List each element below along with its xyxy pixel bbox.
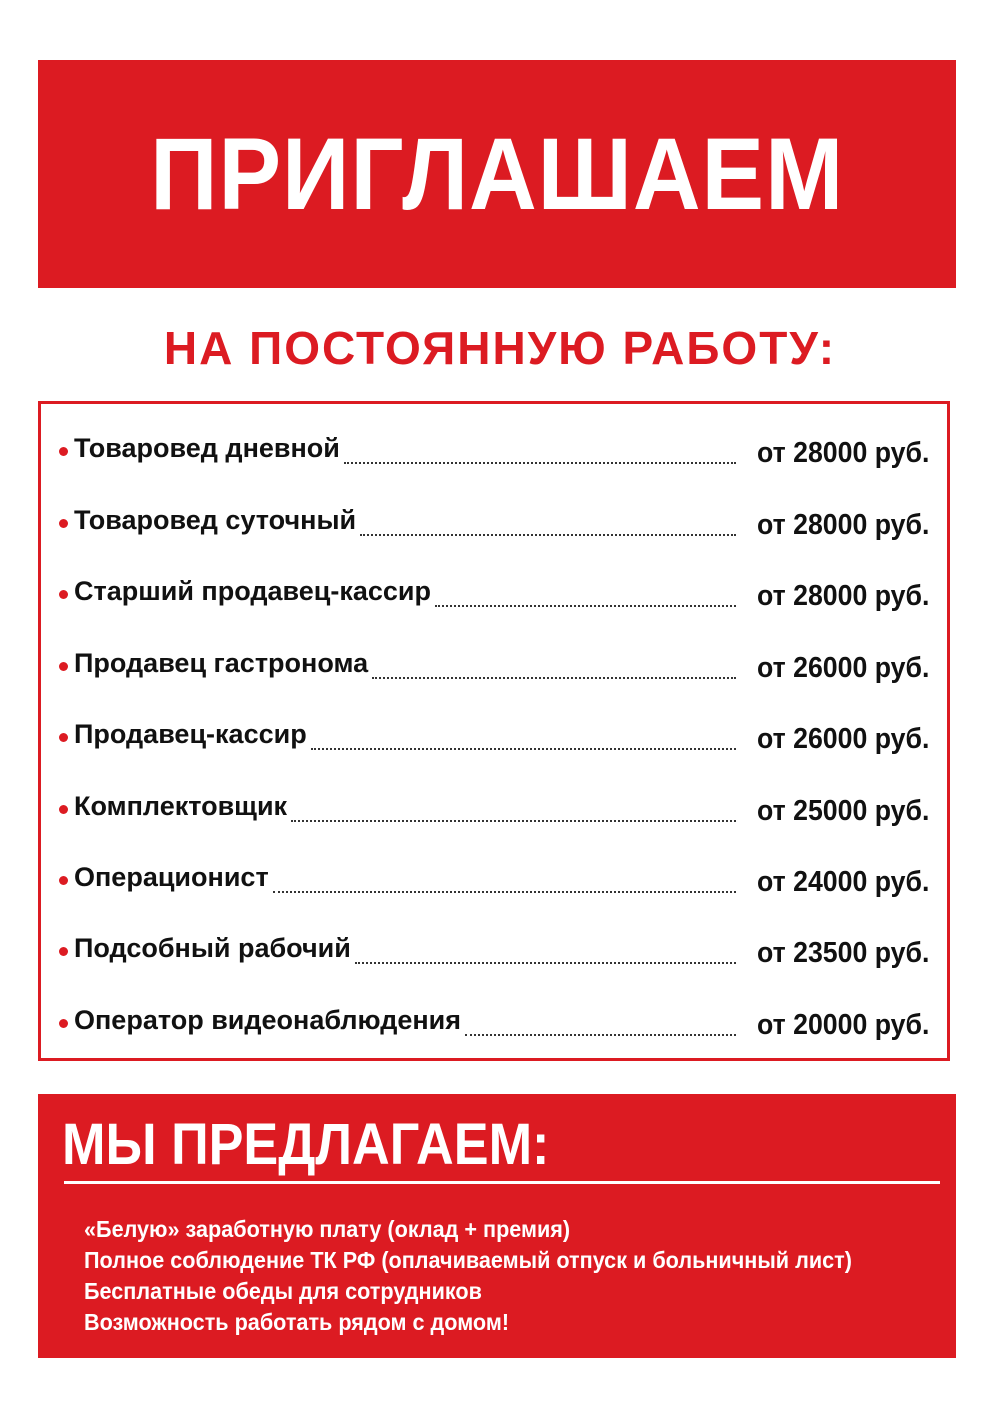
job-row [59, 998, 929, 1042]
job-row [59, 926, 929, 970]
job-salary: от 26000 руб. [756, 723, 929, 755]
bullet-icon [59, 1019, 68, 1028]
divider [64, 1181, 940, 1184]
job-title: Оператор видеонаблюдения [74, 1005, 462, 1035]
offer-title: МЫ ПРЕДЛАГАЕМ: [62, 1112, 550, 1177]
job-title: Комплектовщик [74, 791, 288, 821]
job-title: Товаровед суточный [74, 505, 357, 535]
dotted-leader [435, 605, 736, 607]
job-salary: от 23500 руб. [756, 937, 929, 969]
dotted-leader [355, 962, 736, 964]
job-row [59, 712, 929, 756]
job-salary: от 24000 руб. [756, 866, 929, 898]
offer-item: «Белую» заработную плату (оклад + премия) [84, 1216, 571, 1242]
job-title: Продавец гастронома [74, 648, 369, 678]
bullet-icon [59, 590, 68, 599]
offer-list [84, 1214, 901, 1338]
dotted-leader [344, 462, 736, 464]
bullet-icon [59, 805, 68, 814]
job-salary: от 25000 руб. [756, 795, 929, 827]
job-salary: от 26000 руб. [756, 652, 929, 684]
bullet-icon [59, 876, 68, 885]
job-title: Продавец-кассир [74, 719, 307, 749]
job-title: Подсобный рабочий [74, 933, 351, 963]
page-title: ПРИГЛАШАЕМ [150, 117, 844, 231]
bullet-icon [59, 519, 68, 528]
job-row [59, 855, 929, 899]
job-salary: от 28000 руб. [756, 580, 929, 612]
job-row [59, 569, 929, 613]
job-row [59, 498, 929, 542]
offer-item: Бесплатные обеды для сотрудников [84, 1278, 482, 1304]
job-row [59, 426, 929, 470]
offer-item: Полное соблюдение ТК РФ (оплачиваемый отпуск и больничный лист) [84, 1247, 852, 1273]
job-title: Старший продавец-кассир [74, 576, 432, 606]
job-row [59, 784, 929, 828]
bullet-icon [59, 947, 68, 956]
job-row [59, 641, 929, 685]
offer-item: Возможность работать рядом с домом! [84, 1309, 510, 1335]
dotted-leader [311, 748, 736, 750]
dotted-leader [465, 1034, 736, 1036]
job-salary: от 20000 руб. [756, 1009, 929, 1041]
bullet-icon [59, 447, 68, 456]
job-title: Товаровед дневной [74, 433, 340, 463]
offer-panel [38, 1094, 956, 1358]
bullet-icon [59, 733, 68, 742]
page-subtitle: НА ПОСТОЯННУЮ РАБОТУ: [163, 322, 837, 374]
bullet-icon [59, 662, 68, 671]
hero-banner [38, 60, 956, 288]
dotted-leader [273, 891, 736, 893]
job-salary: от 28000 руб. [756, 509, 929, 541]
job-list [38, 401, 950, 1061]
job-salary: от 28000 руб. [756, 437, 929, 469]
dotted-leader [291, 820, 736, 822]
job-title: Операционист [74, 862, 269, 892]
dotted-leader [372, 677, 735, 679]
dotted-leader [360, 534, 735, 536]
